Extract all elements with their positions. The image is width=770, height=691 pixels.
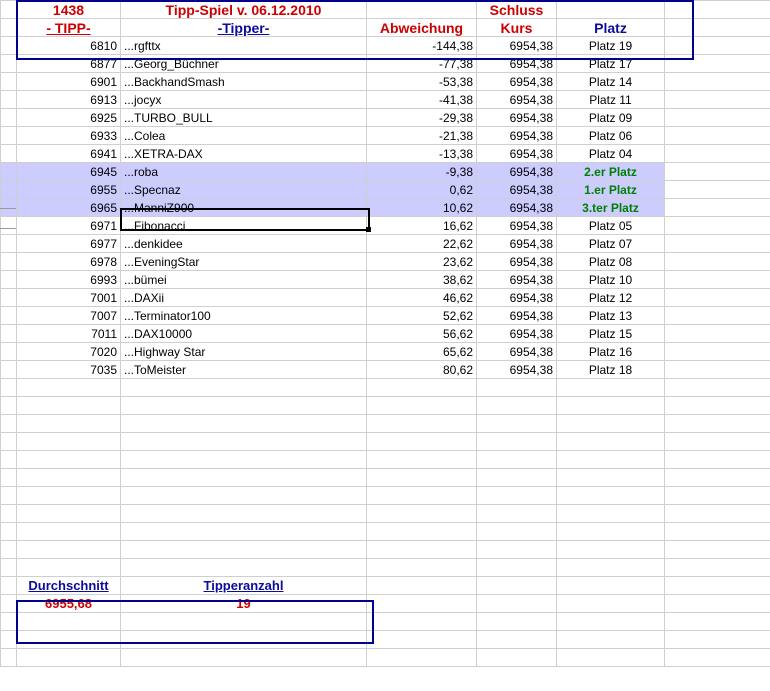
cell-tipp: 6933	[17, 127, 121, 145]
cell-tipp: 7035	[17, 361, 121, 379]
empty-cell	[121, 433, 367, 451]
empty-cell	[367, 451, 477, 469]
empty-row	[1, 649, 770, 667]
empty-cell	[17, 433, 121, 451]
row-trailing	[665, 235, 770, 253]
cell-tipper: ...EveningStar	[121, 253, 367, 271]
row-trailing	[665, 595, 770, 613]
row-trailing	[665, 343, 770, 361]
empty-cell	[367, 631, 477, 649]
column-header-tipp: - TIPP-	[17, 19, 121, 37]
row-trailing	[665, 181, 770, 199]
cell-tipp: 6913	[17, 91, 121, 109]
empty-cell	[477, 577, 557, 595]
empty-cell	[17, 541, 121, 559]
empty-cell	[557, 559, 665, 577]
row-gutter	[1, 55, 17, 73]
cell-kurs: 6954,38	[477, 37, 557, 55]
table-row[interactable]	[1, 55, 770, 73]
empty-row	[1, 379, 770, 397]
empty-cell	[557, 397, 665, 415]
table-row[interactable]	[1, 289, 770, 307]
table-row[interactable]	[1, 271, 770, 289]
row-gutter	[1, 73, 17, 91]
cell-kurs: 6954,38	[477, 235, 557, 253]
row-gutter	[1, 361, 17, 379]
row-gutter	[1, 433, 17, 451]
empty-cell	[367, 505, 477, 523]
cell-tipp: 6978	[17, 253, 121, 271]
row-trailing	[665, 127, 770, 145]
row-gutter	[1, 289, 17, 307]
empty-cell	[121, 649, 367, 667]
cell-tipper: ...Highway Star	[121, 343, 367, 361]
cell-tipp: 7011	[17, 325, 121, 343]
row-gutter	[1, 181, 17, 199]
cell-platz: Platz 13	[557, 307, 665, 325]
empty-row	[1, 397, 770, 415]
empty-row	[1, 631, 770, 649]
cell-tipp: 6977	[17, 235, 121, 253]
cell-platz: Platz 14	[557, 73, 665, 91]
empty-cell	[557, 433, 665, 451]
cell-kurs: 6954,38	[477, 289, 557, 307]
empty-cell	[477, 415, 557, 433]
empty-cell	[121, 469, 367, 487]
row-gutter	[1, 235, 17, 253]
row-trailing	[665, 631, 770, 649]
row-gutter	[1, 271, 17, 289]
row-trailing	[665, 217, 770, 235]
cell-abweichung: 56,62	[367, 325, 477, 343]
column-header-kurs: Kurs	[477, 19, 557, 37]
footer-value-durchschnitt: 6955,68	[17, 595, 121, 613]
table-row[interactable]	[1, 343, 770, 361]
row-gutter	[1, 595, 17, 613]
empty-row	[1, 613, 770, 631]
cell-abweichung: 52,62	[367, 307, 477, 325]
row-trailing	[665, 379, 770, 397]
cell-abweichung: 80,62	[367, 361, 477, 379]
empty-row	[1, 523, 770, 541]
cell-tipper: ...Georg_Büchner	[121, 55, 367, 73]
column-header-tipper: -Tipper-	[121, 19, 367, 37]
empty-cell	[557, 595, 665, 613]
table-row[interactable]	[1, 91, 770, 109]
table-row[interactable]	[1, 253, 770, 271]
cell-abweichung: 10,62	[367, 199, 477, 217]
empty-cell	[477, 451, 557, 469]
header-spacer	[367, 1, 477, 19]
table-row[interactable]	[1, 127, 770, 145]
empty-cell	[367, 523, 477, 541]
table-row[interactable]	[1, 235, 770, 253]
row-trailing	[665, 523, 770, 541]
cell-tipp: 6965	[17, 199, 121, 217]
empty-row	[1, 451, 770, 469]
table-row[interactable]	[1, 361, 770, 379]
row-gutter	[1, 631, 17, 649]
row-gutter	[1, 649, 17, 667]
empty-cell	[557, 469, 665, 487]
table-row[interactable]	[1, 307, 770, 325]
row-gutter	[1, 253, 17, 271]
row-gutter	[1, 163, 17, 181]
cell-platz: Platz 12	[557, 289, 665, 307]
cell-kurs: 6954,38	[477, 127, 557, 145]
empty-cell	[477, 613, 557, 631]
header-title: Tipp-Spiel v. 06.12.2010	[121, 1, 367, 19]
row-trailing	[665, 361, 770, 379]
cell-tipper: ...ManniZ900	[121, 199, 367, 217]
footer-value-tipperanzahl: 19	[121, 595, 367, 613]
empty-cell	[477, 487, 557, 505]
empty-cell	[477, 559, 557, 577]
header-schluss: Schluss	[477, 1, 557, 19]
empty-cell	[367, 595, 477, 613]
row-trailing	[665, 487, 770, 505]
row-trailing	[665, 649, 770, 667]
empty-cell	[557, 451, 665, 469]
empty-cell	[477, 523, 557, 541]
empty-cell	[477, 649, 557, 667]
row-trailing	[665, 559, 770, 577]
empty-cell	[557, 541, 665, 559]
row-trailing	[665, 505, 770, 523]
cell-tipper: ...TURBO_BULL	[121, 109, 367, 127]
cell-tipper: ...ToMeister	[121, 361, 367, 379]
empty-cell	[17, 631, 121, 649]
cell-abweichung: 38,62	[367, 271, 477, 289]
cell-tipp: 6810	[17, 37, 121, 55]
cell-abweichung: 0,62	[367, 181, 477, 199]
cell-platz: Platz 11	[557, 91, 665, 109]
row-trailing	[665, 1, 770, 19]
row-gutter	[1, 199, 17, 217]
empty-cell	[367, 487, 477, 505]
cell-kurs: 6954,38	[477, 163, 557, 181]
cell-platz: Platz 10	[557, 271, 665, 289]
table-row[interactable]	[1, 73, 770, 91]
row-gutter	[1, 343, 17, 361]
empty-cell	[121, 487, 367, 505]
empty-cell	[477, 631, 557, 649]
cell-platz: Platz 06	[557, 127, 665, 145]
empty-cell	[477, 469, 557, 487]
cell-platz: Platz 18	[557, 361, 665, 379]
row-gutter	[1, 469, 17, 487]
empty-row	[1, 487, 770, 505]
empty-cell	[477, 379, 557, 397]
cell-tipp: 6971	[17, 217, 121, 235]
row-gutter	[1, 523, 17, 541]
cell-platz: Platz 07	[557, 235, 665, 253]
cell-platz: Platz 15	[557, 325, 665, 343]
empty-cell	[557, 577, 665, 595]
cell-platz: Platz 09	[557, 109, 665, 127]
empty-cell	[17, 613, 121, 631]
row-trailing	[665, 19, 770, 37]
row-trailing	[665, 307, 770, 325]
empty-cell	[17, 487, 121, 505]
cell-kurs: 6954,38	[477, 217, 557, 235]
table-row[interactable]	[1, 109, 770, 127]
row-trailing	[665, 73, 770, 91]
empty-cell	[121, 613, 367, 631]
empty-cell	[17, 379, 121, 397]
row-gutter	[1, 127, 17, 145]
row-gutter	[1, 217, 17, 235]
cell-tipper: ...Terminator100	[121, 307, 367, 325]
cell-abweichung: -77,38	[367, 55, 477, 73]
cell-tipp: 6993	[17, 271, 121, 289]
cell-kurs: 6954,38	[477, 199, 557, 217]
cell-abweichung: 23,62	[367, 253, 477, 271]
cell-abweichung: 22,62	[367, 235, 477, 253]
footer-label-tipperanzahl: Tipperanzahl	[121, 577, 367, 595]
cell-kurs: 6954,38	[477, 253, 557, 271]
empty-cell	[367, 541, 477, 559]
cell-tipper: ...XETRA-DAX	[121, 145, 367, 163]
table-row[interactable]	[1, 163, 770, 181]
empty-cell	[17, 397, 121, 415]
row-trailing	[665, 91, 770, 109]
row-trailing	[665, 163, 770, 181]
row-trailing	[665, 145, 770, 163]
empty-cell	[477, 433, 557, 451]
cell-platz: 1.er Platz	[557, 181, 665, 199]
row-gutter	[1, 91, 17, 109]
row-gutter	[1, 415, 17, 433]
row-trailing	[665, 289, 770, 307]
cell-kurs: 6954,38	[477, 55, 557, 73]
table-row[interactable]	[1, 145, 770, 163]
row-trailing	[665, 577, 770, 595]
cell-platz: Platz 04	[557, 145, 665, 163]
row-gutter	[1, 487, 17, 505]
row-gutter	[1, 541, 17, 559]
cell-tipp: 6941	[17, 145, 121, 163]
row-trailing	[665, 541, 770, 559]
row-gutter	[1, 145, 17, 163]
header-row-columns	[1, 19, 770, 37]
cell-platz: Platz 17	[557, 55, 665, 73]
footer-value-row	[1, 595, 770, 613]
empty-cell	[367, 469, 477, 487]
cell-abweichung: 46,62	[367, 289, 477, 307]
row-gutter	[1, 37, 17, 55]
empty-cell	[367, 649, 477, 667]
cell-tipper: ...DAX10000	[121, 325, 367, 343]
cell-tipper: ...jocyx	[121, 91, 367, 109]
empty-cell	[17, 415, 121, 433]
empty-cell	[17, 559, 121, 577]
empty-cell	[367, 397, 477, 415]
empty-cell	[121, 505, 367, 523]
empty-cell	[121, 397, 367, 415]
footer-label-row	[1, 577, 770, 595]
row-gutter	[1, 1, 17, 19]
cell-kurs: 6954,38	[477, 343, 557, 361]
empty-cell	[121, 559, 367, 577]
empty-cell	[17, 451, 121, 469]
row-trailing	[665, 415, 770, 433]
empty-row	[1, 415, 770, 433]
row-gutter	[1, 559, 17, 577]
table-row[interactable]	[1, 325, 770, 343]
empty-cell	[557, 415, 665, 433]
empty-cell	[557, 379, 665, 397]
empty-row	[1, 469, 770, 487]
row-gutter	[1, 613, 17, 631]
row-trailing	[665, 55, 770, 73]
empty-cell	[367, 415, 477, 433]
cell-tipp: 6945	[17, 163, 121, 181]
column-header-platz: Platz	[557, 19, 665, 37]
row-trailing	[665, 469, 770, 487]
row-gutter	[1, 307, 17, 325]
row-trailing	[665, 37, 770, 55]
cell-tipper: ...BackhandSmash	[121, 73, 367, 91]
cell-abweichung: 65,62	[367, 343, 477, 361]
empty-row	[1, 505, 770, 523]
cell-tipper: ...Specnaz	[121, 181, 367, 199]
cell-kurs: 6954,38	[477, 361, 557, 379]
cell-abweichung: -29,38	[367, 109, 477, 127]
row-trailing	[665, 109, 770, 127]
empty-cell	[477, 397, 557, 415]
cell-abweichung: -21,38	[367, 127, 477, 145]
cell-tipp: 7007	[17, 307, 121, 325]
row-trailing	[665, 325, 770, 343]
cell-kurs: 6954,38	[477, 145, 557, 163]
cell-tipper: ...DAXii	[121, 289, 367, 307]
cell-platz: Platz 05	[557, 217, 665, 235]
cell-tipper: ...bümei	[121, 271, 367, 289]
cell-tipp: 7020	[17, 343, 121, 361]
cell-platz: Platz 08	[557, 253, 665, 271]
cell-tipp: 7001	[17, 289, 121, 307]
empty-row	[1, 433, 770, 451]
row-gutter	[1, 577, 17, 595]
cell-platz: Platz 16	[557, 343, 665, 361]
cell-abweichung: -53,38	[367, 73, 477, 91]
empty-cell	[557, 613, 665, 631]
header-blank-right	[557, 1, 665, 19]
cell-kurs: 6954,38	[477, 73, 557, 91]
empty-cell	[17, 649, 121, 667]
cell-kurs: 6954,38	[477, 91, 557, 109]
cell-abweichung: 16,62	[367, 217, 477, 235]
empty-cell	[367, 379, 477, 397]
cell-kurs: 6954,38	[477, 109, 557, 127]
row-trailing	[665, 397, 770, 415]
empty-cell	[17, 523, 121, 541]
row-trailing	[665, 199, 770, 217]
cell-tipp: 6901	[17, 73, 121, 91]
empty-cell	[121, 415, 367, 433]
empty-cell	[557, 631, 665, 649]
cell-tipp: 6925	[17, 109, 121, 127]
cell-kurs: 6954,38	[477, 271, 557, 289]
row-trailing	[665, 253, 770, 271]
header-row-title	[1, 1, 770, 19]
row-gutter	[1, 19, 17, 37]
row-gutter	[1, 505, 17, 523]
cell-kurs: 6954,38	[477, 307, 557, 325]
empty-cell	[477, 595, 557, 613]
row-trailing	[665, 613, 770, 631]
table-row[interactable]	[1, 199, 770, 217]
empty-cell	[557, 523, 665, 541]
empty-cell	[367, 577, 477, 595]
table-row[interactable]	[1, 217, 770, 235]
row-gutter	[1, 379, 17, 397]
cell-tipper: ...Colea	[121, 127, 367, 145]
row-gutter	[1, 397, 17, 415]
cell-kurs: 6954,38	[477, 181, 557, 199]
cell-platz: 3.ter Platz	[557, 199, 665, 217]
empty-cell	[477, 505, 557, 523]
empty-cell	[121, 379, 367, 397]
row-trailing	[665, 451, 770, 469]
empty-cell	[557, 505, 665, 523]
empty-row	[1, 541, 770, 559]
row-gutter	[1, 325, 17, 343]
cell-tipper: ...roba	[121, 163, 367, 181]
empty-cell	[121, 631, 367, 649]
cell-tipp: 6955	[17, 181, 121, 199]
empty-cell	[557, 649, 665, 667]
empty-cell	[367, 613, 477, 631]
empty-row	[1, 559, 770, 577]
footer-label-durchschnitt: Durchschnitt	[17, 577, 121, 595]
empty-cell	[477, 541, 557, 559]
cell-abweichung: -13,38	[367, 145, 477, 163]
row-trailing	[665, 433, 770, 451]
row-gutter	[1, 451, 17, 469]
row-gutter	[1, 109, 17, 127]
cell-tipper: ...rgfttx	[121, 37, 367, 55]
empty-cell	[557, 487, 665, 505]
empty-cell	[121, 541, 367, 559]
table-row[interactable]	[1, 37, 770, 55]
empty-cell	[17, 469, 121, 487]
empty-cell	[17, 505, 121, 523]
cell-platz: 2.er Platz	[557, 163, 665, 181]
cell-kurs: 6954,38	[477, 325, 557, 343]
empty-cell	[367, 433, 477, 451]
cell-abweichung: -144,38	[367, 37, 477, 55]
cell-tipp: 6877	[17, 55, 121, 73]
cell-platz: Platz 19	[557, 37, 665, 55]
empty-cell	[121, 523, 367, 541]
table-row[interactable]	[1, 181, 770, 199]
cell-abweichung: -9,38	[367, 163, 477, 181]
cell-tipper: ...denkidee	[121, 235, 367, 253]
row-trailing	[665, 271, 770, 289]
empty-cell	[367, 559, 477, 577]
cell-abweichung: -41,38	[367, 91, 477, 109]
column-header-abweichung: Abweichung	[367, 19, 477, 37]
header-id: 1438	[17, 1, 121, 19]
empty-cell	[121, 451, 367, 469]
cell-tipper: ...Fibonacci	[121, 217, 367, 235]
